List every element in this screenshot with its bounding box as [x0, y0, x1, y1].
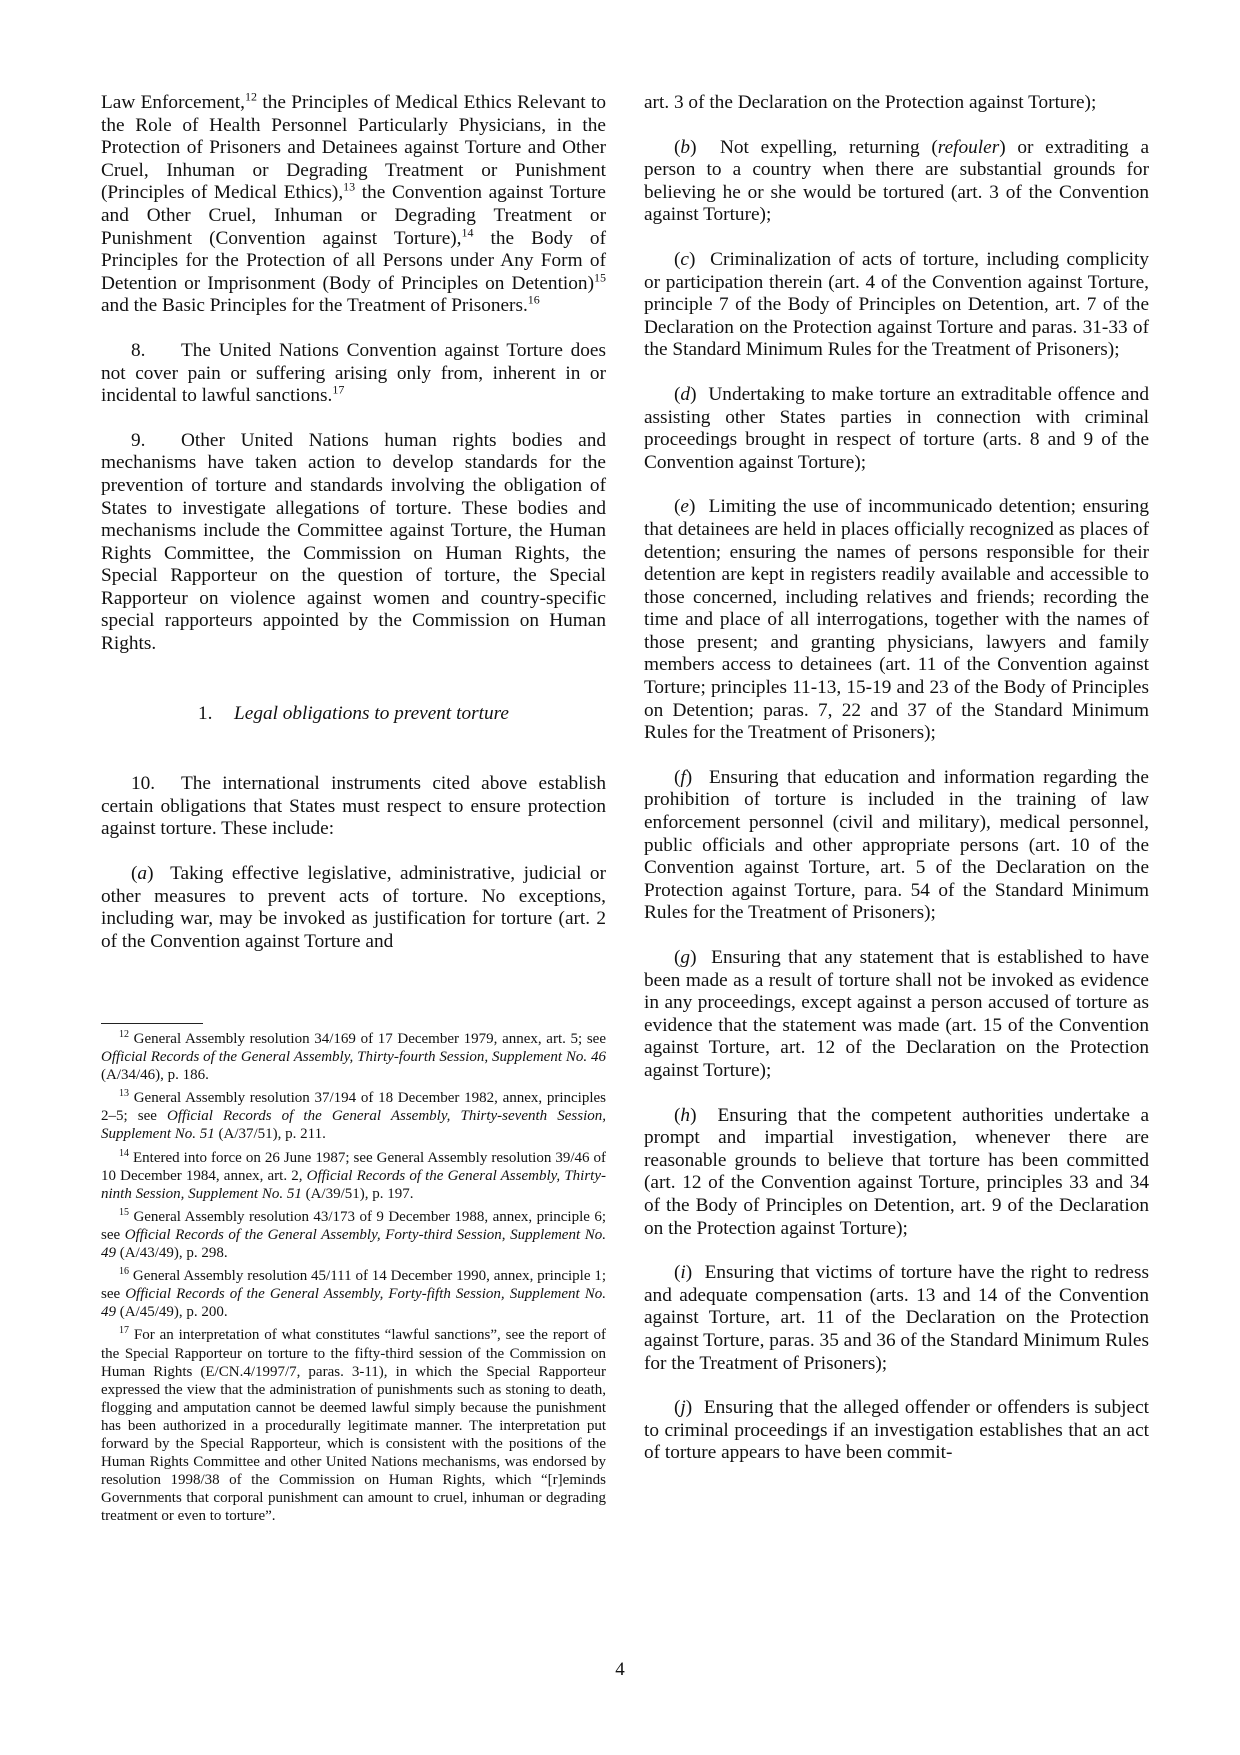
footnote-17: $^{17}$ For an interpretation of what constitutes “lawful sanctions”, see the report of the Special Rapporteur on torture to the fifty-third session of the Commission on Human Rights (E/CN.4/1997/7, paras. 3-11), in which the Special Rapporteur expressed the view that the administration of punishments such as stoning to death, flogging and amputation cannot be deemed lawful simply because the punishment has been authorized in a procedurally legitimate manner. The interpretation put forward by the Special Rapporteur, which is consistent with the positions of the Human Rights Committee and other United Nations mechanisms, was endorsed by resolution 1998/38 of the Commission on Human Rights, which “[r]eminds Governments that corporal punishment can amount to cruel, inhuman or degrading treatment or even to torture”. — [101, 1325, 607, 1525]
footnote-ref-13[interactable]: 13 — [343, 179, 356, 194]
list-item-a: (a) Taking effective legislative, administrative, judicial or other measures to prevent acts of torture. No exceptions, including war, may be invoked as justification for torture (art. 2 of the Convention against Torture and — [101, 863, 606, 952]
paragraph-10: 10. The international instruments cited above establish certain obligations that States must respect to ensure protection against torture. These include: — [101, 773, 606, 840]
paragraph-number: 9. — [131, 429, 146, 451]
section-number: 1. — [198, 702, 213, 724]
paragraph-8: 8. The United Nations Convention against Torture does not cover pain or suffering arising only from, inherent in or incidental to lawful sanctions.$^{17}$ — [101, 339, 606, 407]
footnote-divider — [101, 1023, 203, 1024]
list-item-b: (b) Not expelling, returning (refouler) or extraditing a person to a country when there are substantial grounds for believing he or she would be tortured (art. 3 of the Convention against Torture); — [644, 136, 1149, 226]
item-letter: g — [680, 947, 691, 968]
list-item-i: (i) Ensuring that victims of torture have the right to redress and adequate compensation (arts. 13 and 14 of the Convention against Torture, art. 11 of the Declaration on the Protection against Torture, paras. 35 and 36 of the Standard Minimum Rules for the Treatment of Prisoners); — [644, 1262, 1149, 1374]
continued-text: art. 3 of the Declaration on the Protection against Torture); — [644, 92, 1097, 113]
item-letter: f — [680, 766, 686, 788]
footnotes — [101, 1023, 606, 1530]
list-item-f: (f) Ensuring that education and information regarding the prohibition of torture is included in the training of law enforcement personnel (civil and military), medical personnel, public officials and other appropriate persons (art. 10 of the Convention against Torture, art. 5 of the Declaration on the Protection against Torture, para. 54 of the Standard Minimum Rules for the Treatment of Prisoners); — [644, 766, 1149, 924]
paragraph-number: 10. — [131, 773, 156, 795]
paragraph-9: 9. Other United Nations human rights bodies and mechanisms have taken action to develop standards for the prevention of torture and standards involving the obligation of States to investigate allegations of torture. These bodies and mechanisms include the Committee against Torture, the Human Rights Committee, the Commission on Human Rights, the Special Rapporteur on the question of torture, the Special Rapporteur on violence against women and country-specific special rapporteurs appointed by the Commission on Human Rights. — [101, 429, 606, 655]
footnote-ref-14[interactable]: 14 — [461, 225, 474, 240]
list-item-c: (c) Criminalization of acts of torture, including complicity or participation therein (art. 4 of the Convention against Torture, principle 7 of the Body of Principles on Detention, art. 7 of the Declaration on the Protection against Torture and paras. 31-33 of the Standard Minimum Rules for the Treatment of Prisoners); — [644, 248, 1149, 361]
item-letter: a — [137, 863, 148, 885]
page-number: 4 — [615, 1659, 625, 1680]
footnote-13: $^{13}$ General Assembly resolution 37/194 of 18 December 1982, annex, principles 2–5; see Official Records of the General Assembly, Thirty-seventh Session, Supplement No. 51 (A/37/51), p. 211. — [101, 1088, 607, 1143]
footnote-ref-15[interactable]: 15 — [594, 270, 606, 285]
right-column — [644, 92, 1149, 1487]
paragraph-number: 8. — [131, 339, 146, 361]
section-title: Legal obligations to prevent torture — [234, 702, 509, 724]
footnote-ref-12[interactable]: 12 — [245, 89, 257, 104]
item-letter: e — [680, 496, 689, 518]
footnote-ref-17[interactable]: 17 — [332, 382, 345, 397]
footnote-16: $^{16}$ General Assembly resolution 45/111 of 14 December 1990, annex, principle 1; see Official Records of the General Assembly, Forty-fifth Session, Supplement No. 49 (A/45/49), p. 200. — [101, 1266, 607, 1321]
list-item-d: (d) Undertaking to make torture an extraditable offence and assisting other States parties in connection with criminal proceedings brought in respect of torture (arts. 8 and 9 of the Convention against Torture); — [644, 383, 1149, 473]
list-item-g: (g) Ensuring that any statement that is established to have been made as a result of torture shall not be invoked as evidence in any proceedings, except against a person accused of torture as evidence that the statement was made (art. 15 of the Convention against Torture, art. 12 of the Declaration on the Protection against Torture); — [644, 947, 1149, 1081]
list-item-j: (j) Ensuring that the alleged offender or offenders is subject to criminal proceedings if an investigation establishes that an act of torture appears to have been commit- — [644, 1397, 1150, 1464]
footnote-15: $^{15}$ General Assembly resolution 43/173 of 9 December 1988, annex, principle 6; see Official Records of the General Assembly, Forty-third Session, Supplement No. 49 (A/43/49), p. 298. — [101, 1206, 607, 1262]
section-heading — [101, 703, 606, 726]
item-letter: d — [680, 383, 691, 405]
item-letter: j — [680, 1397, 686, 1419]
intro-paragraph: Law Enforcement,$^{12}$ the Principles of Medical Ethics Relevant to the Role of Health Personnel Particularly Physicians, in the Protection of Prisoners and Detainees against Torture and Other Cruel, Inhuman or Degrading Treatment or Punishment (Principles of Medical Ethics),$^{13}$ the Convention against Torture and Other Cruel, Inhuman or Degrading Treatment or Punishment (Convention against Torture),$^{14}$ the Body of Principles for the Protection of all Persons under Any Form of Detention or Imprisonment (Body of Principles on Detention)$^{15}$ and the Basic Principles for the Treatment of Prisoners.$^{16}$ — [101, 89, 606, 317]
item-letter: h — [680, 1104, 691, 1126]
item-letter: c — [680, 248, 689, 270]
item-letter: b — [680, 136, 691, 158]
list-item-h: (h) Ensuring that the competent authorities undertake a prompt and impartial investigation, whenever there are reasonable grounds to believe that torture has been committed (art. 12 of the Convention against Torture, principles 33 and 34 of the Body of Principles on Detention, art. 9 of the Declaration on the Protection against Torture); — [644, 1104, 1150, 1239]
footnote-ref-16[interactable]: 16 — [527, 292, 540, 307]
footnote-12: $^{12}$ General Assembly resolution 34/169 of 17 December 1979, annex, art. 5; see Official Records of the General Assembly, Thirty-fourth Session, Supplement No. 46 (A/34/46), p. 186. — [101, 1029, 606, 1084]
left-column — [101, 89, 606, 975]
item-letter: i — [680, 1262, 686, 1284]
footnote-14: $^{14}$ Entered into force on 26 June 1987; see General Assembly resolution 39/46 of 10 December 1984, annex, art. 2, Official Records of the General Assembly, Thirty-ninth Session, Supplement No. 51 (A/39/51), p. 197. — [101, 1147, 606, 1202]
list-item-e: (e) Limiting the use of incommunicado detention; ensuring that detainees are held in places officially recognized as places of detention; ensuring the names of persons responsible for their detention are kept in registers readily available and accessible to those concerned, including relatives and friends; recording the time and place of all interrogations, together with the names of those present; and granting physicians, lawyers and family members access to detainees (art. 11 of the Convention against Torture; principles 11-13, 15-19 and 23 of the Body of Principles on Detention; paras. 7, 22 and 37 of the Standard Minimum Rules for the Treatment of Prisoners); — [644, 496, 1149, 744]
